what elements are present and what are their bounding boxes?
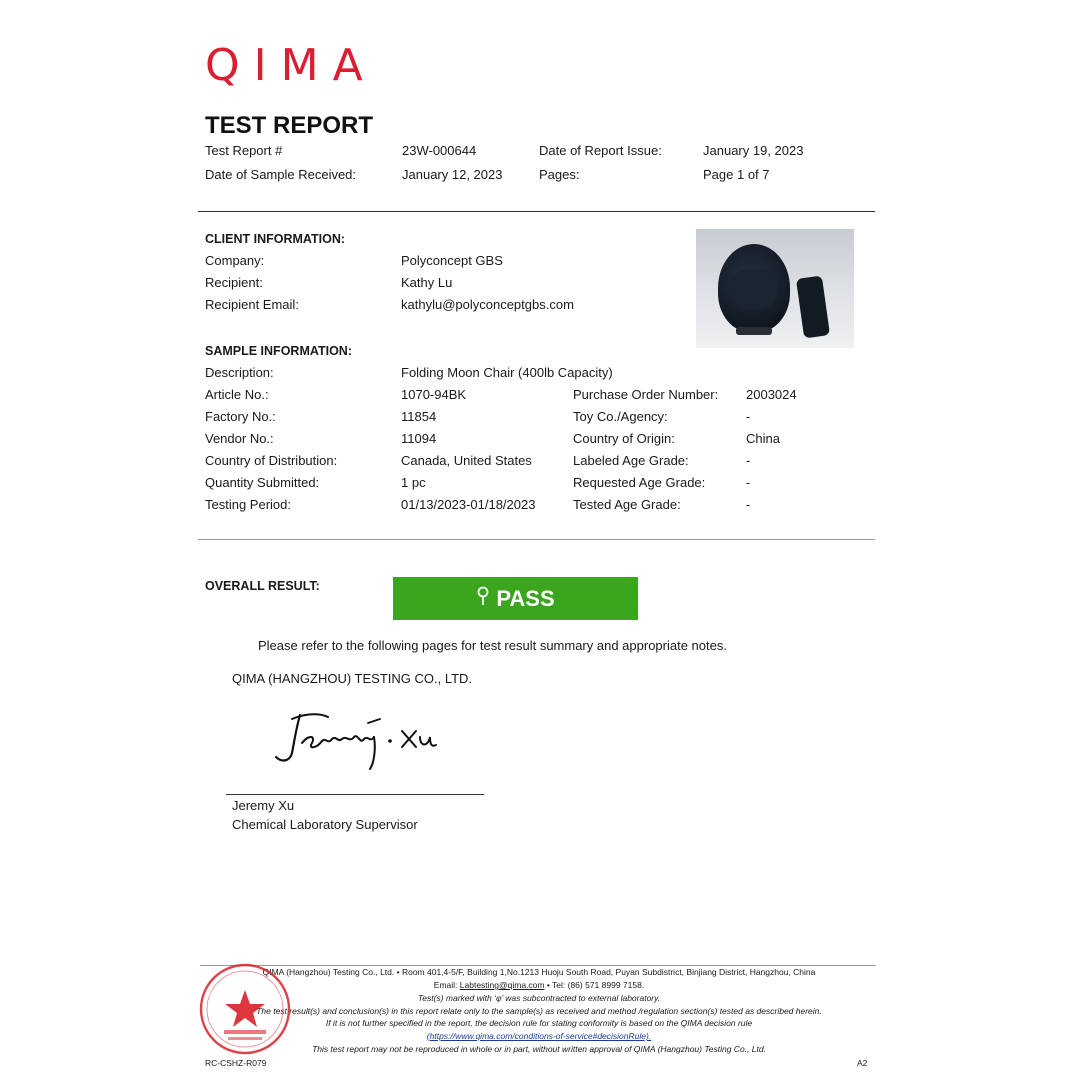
page-code: A2 xyxy=(857,1058,868,1068)
sample-row-label: Testing Period: xyxy=(205,497,291,512)
sample-row-label2: Purchase Order Number: xyxy=(573,387,719,402)
sample-row-value: 11094 xyxy=(401,431,437,446)
overall-result-label: OVERALL RESULT: xyxy=(205,579,320,593)
form-code: RC-CSHZ-R079 xyxy=(205,1058,267,1068)
footer-decision-link[interactable] xyxy=(200,1030,878,1043)
sample-row-label2: Tested Age Grade: xyxy=(573,497,681,512)
issue-date-label: Date of Report Issue: xyxy=(539,143,662,158)
footer-copyright-note: This test report may not be reproduced in whole or in part, without written approval of QIMA (Hangzhou) Testing Co., Ltd. xyxy=(312,1044,766,1054)
footer-subcontract-note: Test(s) marked with ‘φ’ was subcontracted to external laboratory. xyxy=(417,993,661,1003)
sample-row-label2: Country of Origin: xyxy=(573,431,675,446)
recipient-value: Kathy Lu xyxy=(401,275,453,290)
company-label: Company: xyxy=(205,253,265,268)
report-no-value: 23W-000644 xyxy=(402,143,477,158)
signature-image xyxy=(270,705,450,775)
footer-email-link[interactable]: Labtesting@qima.com xyxy=(459,980,545,990)
email-prefix: Email: xyxy=(433,980,460,990)
signature-line xyxy=(226,794,484,795)
pass-badge xyxy=(393,577,638,620)
sample-row-value: Canada, United States xyxy=(401,453,532,468)
company-seal-stamp xyxy=(198,962,292,1056)
email-label: Recipient Email: xyxy=(205,297,299,312)
sample-row-value: 1 pc xyxy=(401,475,426,490)
recipient-label: Recipient: xyxy=(205,275,263,290)
footer-address: QIMA (Hangzhou) Testing Co., Ltd. • Room 401,4-5/F, Building 1,No.1213 Huoju South Road, Puyan Subdistrict, Binjiang District, Hangzhou, China xyxy=(262,967,816,977)
received-date-label: Date of Sample Received: xyxy=(205,167,357,182)
signer-name: Jeremy Xu xyxy=(232,798,295,813)
sample-row-label: Country of Distribution: xyxy=(205,453,338,468)
sample-row-label: Vendor No.: xyxy=(205,431,274,446)
moon-chair-seat xyxy=(730,269,778,309)
email-value: kathylu@polyconceptgbs.com xyxy=(401,297,574,312)
refer-note: Please refer to the following pages for test result summary and appropriate notes. xyxy=(258,638,727,653)
sample-heading: SAMPLE INFORMATION: xyxy=(205,344,352,358)
company-value: Polyconcept GBS xyxy=(401,253,503,268)
pin-icon xyxy=(476,586,490,611)
sample-row-label: Factory No.: xyxy=(205,409,276,424)
sample-row-value2: - xyxy=(746,453,751,468)
description-label: Description: xyxy=(205,365,274,380)
footer-decision-note: If it is not further specified in the report, the decision rule for stating conformity is based on the QIMA decision rule xyxy=(325,1018,753,1028)
pass-text: PASS xyxy=(496,585,555,611)
qima-logo: QIMA xyxy=(205,40,377,91)
received-date-value: January 12, 2023 xyxy=(402,167,503,182)
client-heading: CLIENT INFORMATION: xyxy=(205,232,346,246)
decision-rule-url[interactable]: (https://www.qima.com/conditions-of-service#decisionRule). xyxy=(426,1031,652,1041)
sample-row-value: 1070-94BK xyxy=(401,387,467,402)
pages-label: Pages: xyxy=(539,167,580,182)
sample-row-value2: - xyxy=(746,475,751,490)
sample-row-label2: Requested Age Grade: xyxy=(573,475,706,490)
sample-photo xyxy=(696,229,854,348)
pages-value: Page 1 of 7 xyxy=(703,167,770,182)
footer-contact xyxy=(200,979,878,992)
description-value: Folding Moon Chair (400lb Capacity) xyxy=(401,365,613,380)
sample-divider xyxy=(198,539,875,540)
issue-date-value: January 19, 2023 xyxy=(703,143,804,158)
footer-tel: • Tel: (86) 571 8999 7158. xyxy=(544,980,645,990)
footer-scope-note: The test result(s) and conclusion(s) in this report relate only to the sample(s) as received and method /regulation section(s) tested as described herein. xyxy=(256,1006,822,1016)
chair-frame xyxy=(736,327,772,335)
sample-row-value: 01/13/2023-01/18/2023 xyxy=(401,497,536,512)
signer-role: Chemical Laboratory Supervisor xyxy=(232,817,418,832)
sample-row-value2: - xyxy=(746,409,751,424)
lab-name: QIMA (HANGZHOU) TESTING CO., LTD. xyxy=(232,671,473,686)
sample-row-label2: Toy Co./Agency: xyxy=(573,409,668,424)
sample-row-value2: China xyxy=(746,431,780,446)
sample-row-label: Quantity Submitted: xyxy=(205,475,320,490)
sample-row-value: 11854 xyxy=(401,409,437,424)
report-no-label: Test Report # xyxy=(205,143,283,158)
carry-bag-shape xyxy=(796,275,830,338)
sample-row-label2: Labeled Age Grade: xyxy=(573,453,689,468)
sample-row-value2: - xyxy=(746,497,751,512)
header-divider xyxy=(198,211,875,212)
page-title: TEST REPORT xyxy=(205,112,374,139)
sample-row-value2: 2003024 xyxy=(746,387,797,402)
sample-row-label: Article No.: xyxy=(205,387,269,402)
